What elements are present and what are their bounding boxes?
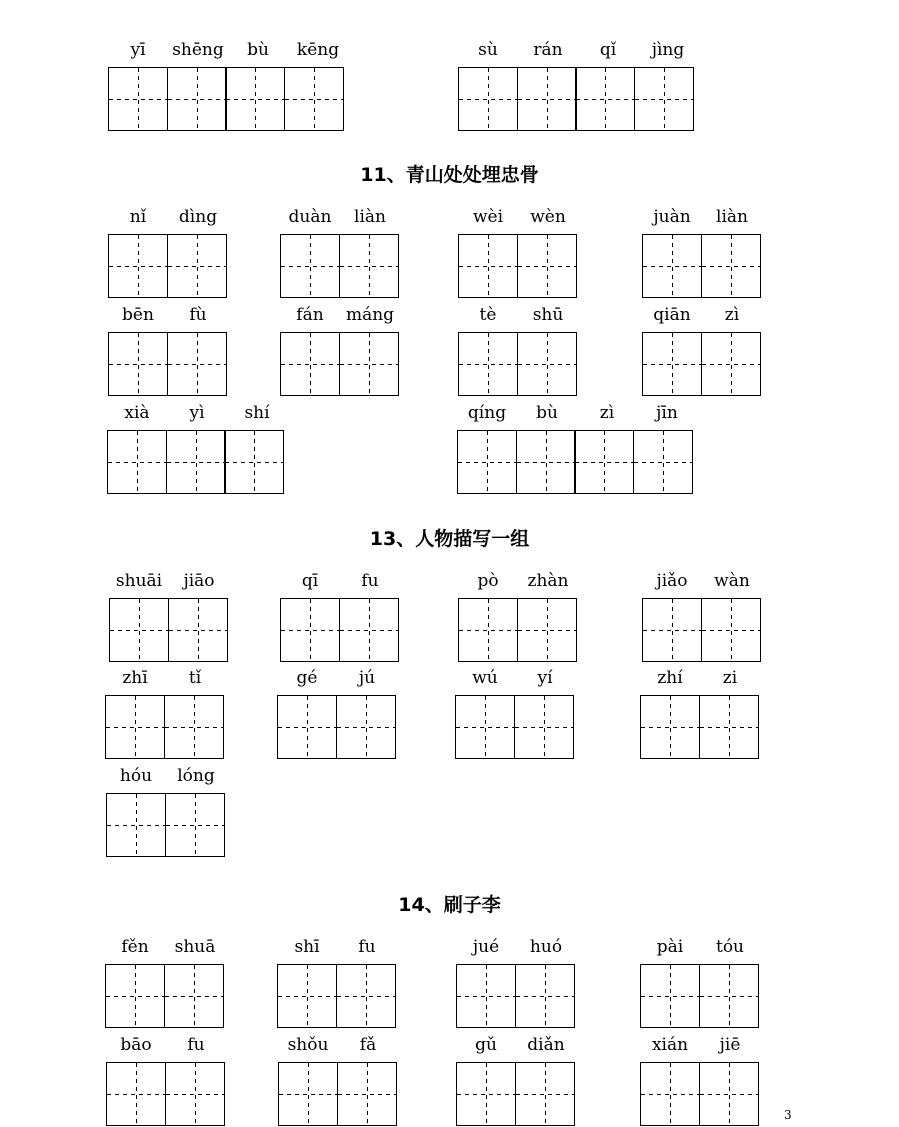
word-item [458,571,578,663]
tianzige-box[interactable] [642,598,702,662]
tianzige-box[interactable] [457,430,517,494]
pinyin-row [640,1035,760,1057]
word-item [458,305,578,397]
pinyin-syllable: fu [358,937,376,957]
tianzige-box[interactable] [106,793,166,857]
word-item [640,937,760,1029]
tianzige-box[interactable] [633,430,693,494]
tianzige-box[interactable] [515,1062,575,1126]
tianzige-box[interactable] [164,695,224,759]
section-title-11: 11、青山处处埋忠骨 [360,164,539,186]
pinyin-syllable: liàn [354,207,386,227]
word-item [105,668,225,760]
writing-boxes [107,430,283,494]
pinyin-row [455,668,575,690]
pinyin-syllable: juàn [653,207,691,227]
pinyin-syllable: bù [247,40,269,60]
pinyin-syllable: shí [244,403,270,423]
pinyin-syllable: fǎ [359,1035,377,1055]
tianzige-box[interactable] [105,964,165,1028]
word-item [108,305,228,397]
pinyin-syllable: liàn [716,207,748,227]
tianzige-box[interactable] [699,1062,759,1126]
pinyin-row [457,403,697,425]
page-number: 3 [784,1108,792,1122]
tianzige-box[interactable] [167,67,227,131]
tianzige-box[interactable] [517,598,577,662]
pinyin-syllable: qǐ [599,40,617,60]
tianzige-box[interactable] [167,234,227,298]
writing-boxes [106,1062,223,1126]
word-item [640,668,760,760]
pinyin-syllable: jiǎo [656,571,688,591]
pinyin-row [640,937,760,959]
word-item [280,571,400,663]
word-item [280,207,400,299]
tianzige-box[interactable] [336,964,396,1028]
pinyin-syllable: hóu [119,766,153,786]
pinyin-row [280,207,400,229]
word-item [277,937,397,1029]
writing-boxes [457,430,691,494]
pinyin-syllable: shǒu [287,1035,329,1055]
tianzige-box[interactable] [634,67,694,131]
word-item [280,305,400,397]
tianzige-box[interactable] [458,67,518,131]
pinyin-syllable: tè [479,305,497,325]
pinyin-row [108,207,228,229]
pinyin-syllable: máng [345,305,395,325]
pinyin-syllable: jiē [719,1035,741,1055]
tianzige-box[interactable] [278,1062,338,1126]
pinyin-syllable: jué [472,937,500,957]
tianzige-box[interactable] [640,964,700,1028]
writing-boxes [278,1062,395,1126]
pinyin-syllable: wú [472,668,498,688]
word-item [458,207,578,299]
writing-boxes [642,234,759,298]
pinyin-syllable: duàn [288,207,332,227]
writing-boxes [642,598,759,662]
word-item [456,1035,576,1127]
pinyin-syllable: gǔ [475,1035,497,1055]
tianzige-box[interactable] [108,234,168,298]
tianzige-box[interactable] [167,332,227,396]
writing-boxes [108,234,225,298]
word-item [105,937,225,1029]
pinyin-syllable: fù [189,305,207,325]
writing-boxes [109,598,226,662]
pinyin-syllable: yí [537,668,553,688]
pinyin-syllable: rán [533,40,563,60]
tianzige-box[interactable] [280,234,340,298]
pinyin-syllable: fěn [121,937,149,957]
writing-boxes [108,332,225,396]
pinyin-syllable: qiān [653,305,691,325]
writing-boxes [280,234,397,298]
pinyin-row [277,937,397,959]
pinyin-syllable: fán [296,305,324,325]
pinyin-syllable: yī [130,40,146,60]
tianzige-box[interactable] [109,598,169,662]
pinyin-syllable: qíng [467,403,507,423]
pinyin-row [107,403,287,425]
tianzige-box[interactable] [336,695,396,759]
tianzige-box[interactable] [339,598,399,662]
writing-boxes [458,234,575,298]
tianzige-box[interactable] [458,234,518,298]
writing-boxes [640,1062,757,1126]
pinyin-row [456,937,576,959]
pinyin-syllable: zì [599,403,615,423]
word-item [458,40,698,132]
writing-boxes [105,695,222,759]
tianzige-box[interactable] [699,695,759,759]
pinyin-syllable: gé [296,668,318,688]
tianzige-box[interactable] [277,695,337,759]
tianzige-box[interactable] [108,332,168,396]
writing-boxes [277,695,394,759]
pinyin-row [642,571,762,593]
tianzige-box[interactable] [277,964,337,1028]
pinyin-row [109,571,229,593]
pinyin-row [108,40,348,62]
section-title-13: 13、人物描写一组 [369,528,530,550]
pinyin-row [108,305,228,327]
pinyin-syllable: wèn [530,207,566,227]
tianzige-box[interactable] [224,430,284,494]
pinyin-syllable: shī [294,937,320,957]
writing-boxes [458,67,692,131]
tianzige-box[interactable] [107,430,167,494]
tianzige-box[interactable] [701,332,761,396]
writing-boxes [640,964,757,1028]
pinyin-syllable: nǐ [129,207,147,227]
pinyin-syllable: huó [529,937,563,957]
writing-boxes [280,332,397,396]
pinyin-syllable: zi [722,668,738,688]
word-item [108,207,228,299]
tianzige-box[interactable] [516,430,576,494]
tianzige-box[interactable] [339,332,399,396]
word-item [455,668,575,760]
tianzige-box[interactable] [456,964,516,1028]
writing-boxes [280,598,397,662]
writing-boxes [455,695,572,759]
tianzige-box[interactable] [640,695,700,759]
tianzige-box[interactable] [515,964,575,1028]
pinyin-syllable: xià [124,403,150,423]
pinyin-syllable: qī [301,571,319,591]
pinyin-syllable: shuāi [115,571,163,591]
writing-boxes [642,332,759,396]
pinyin-syllable: lóng [177,766,215,786]
tianzige-box[interactable] [168,598,228,662]
word-item [108,40,348,132]
tianzige-box[interactable] [164,964,224,1028]
word-item [642,571,762,663]
pinyin-row [642,207,762,229]
pinyin-syllable: wèi [472,207,504,227]
pinyin-syllable: jīn [656,403,678,423]
tianzige-box[interactable] [166,430,226,494]
tianzige-box[interactable] [699,964,759,1028]
word-item [640,1035,760,1127]
pinyin-syllable: xián [651,1035,689,1055]
pinyin-row [277,668,397,690]
tianzige-box[interactable] [517,67,577,131]
tianzige-box[interactable] [458,332,518,396]
pinyin-row [642,305,762,327]
tianzige-box[interactable] [106,1062,166,1126]
pinyin-syllable: pài [656,937,684,957]
word-item [456,937,576,1029]
pinyin-syllable: shuā [174,937,216,957]
pinyin-syllable: bāo [120,1035,152,1055]
tianzige-box[interactable] [108,67,168,131]
word-item [106,766,226,858]
tianzige-box[interactable] [517,234,577,298]
pinyin-syllable: dìng [178,207,218,227]
word-item [107,403,287,495]
pinyin-syllable: shēng [172,40,224,60]
tianzige-box[interactable] [701,598,761,662]
writing-boxes [456,964,573,1028]
pinyin-syllable: wàn [714,571,750,591]
word-item [642,305,762,397]
tianzige-box[interactable] [701,234,761,298]
pinyin-row [456,1035,576,1057]
tianzige-box[interactable] [575,67,635,131]
pinyin-syllable: shū [532,305,564,325]
word-item [106,1035,226,1127]
tianzige-box[interactable] [280,598,340,662]
writing-boxes [458,332,575,396]
pinyin-row [458,207,578,229]
pinyin-syllable: zì [724,305,740,325]
pinyin-row [458,305,578,327]
pinyin-row [280,305,400,327]
pinyin-syllable: zhàn [527,571,569,591]
word-item [278,1035,398,1127]
writing-boxes [277,964,394,1028]
pinyin-syllable: diǎn [527,1035,565,1055]
pinyin-row [640,668,760,690]
tianzige-box[interactable] [456,1062,516,1126]
tianzige-box[interactable] [574,430,634,494]
section-title-14: 14、刷子李 [398,894,501,916]
pinyin-syllable: fu [187,1035,205,1055]
pinyin-syllable: jìng [651,40,685,60]
pinyin-row [280,571,400,593]
pinyin-syllable: bēn [122,305,154,325]
writing-boxes [105,964,222,1028]
pinyin-syllable: jú [358,668,376,688]
pinyin-row [278,1035,398,1057]
pinyin-syllable: zhí [657,668,683,688]
word-item [457,403,697,495]
tianzige-box[interactable] [642,332,702,396]
pinyin-syllable: yì [189,403,205,423]
tianzige-box[interactable] [284,67,344,131]
pinyin-syllable: pò [477,571,499,591]
pinyin-row [106,1035,226,1057]
tianzige-box[interactable] [642,234,702,298]
writing-boxes [640,695,757,759]
tianzige-box[interactable] [225,67,285,131]
tianzige-box[interactable] [458,598,518,662]
tianzige-box[interactable] [165,1062,225,1126]
writing-boxes [108,67,342,131]
pinyin-syllable: jiāo [183,571,215,591]
tianzige-box[interactable] [517,332,577,396]
word-item [109,571,229,663]
pinyin-syllable: tǐ [188,668,202,688]
tianzige-box[interactable] [339,234,399,298]
word-item [642,207,762,299]
pinyin-row [458,571,578,593]
pinyin-row [105,937,225,959]
pinyin-syllable: zhī [122,668,148,688]
tianzige-box[interactable] [514,695,574,759]
tianzige-box[interactable] [165,793,225,857]
tianzige-box[interactable] [105,695,165,759]
pinyin-syllable: tóu [715,937,744,957]
writing-boxes [458,598,575,662]
word-item [277,668,397,760]
writing-boxes [106,793,223,857]
tianzige-box[interactable] [640,1062,700,1126]
pinyin-row [105,668,225,690]
pinyin-syllable: kēng [296,40,340,60]
writing-boxes [456,1062,573,1126]
pinyin-row [106,766,226,788]
pinyin-syllable: bù [536,403,558,423]
tianzige-box[interactable] [455,695,515,759]
pinyin-syllable: fu [361,571,379,591]
pinyin-row [458,40,698,62]
tianzige-box[interactable] [280,332,340,396]
tianzige-box[interactable] [337,1062,397,1126]
pinyin-syllable: sù [478,40,498,60]
